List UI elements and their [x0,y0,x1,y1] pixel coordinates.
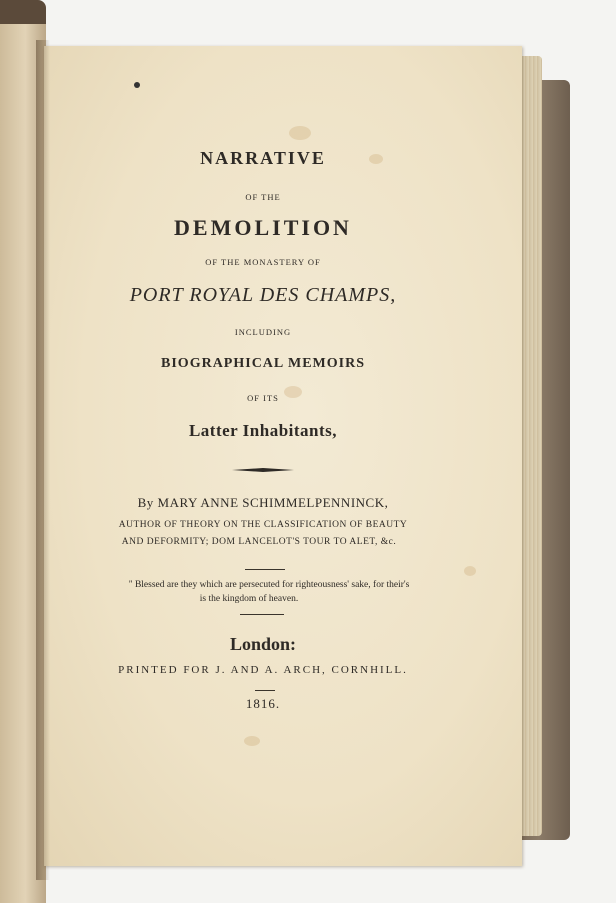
epigraph-line1: " Blessed are they which are persecuted for righteousness' sake, for their's [128,580,410,590]
title-latter-inhabitants: Latter Inhabitants, [188,421,338,440]
title-port-royal: PORT ROYAL DES CHAMPS, [129,284,397,306]
foxing-stain [244,736,260,746]
title-of-its: OF ITS [247,393,279,403]
divider-rule [240,614,284,615]
divider-rule [245,569,285,570]
title-page [44,46,522,866]
imprint-printer: PRINTED FOR J. AND A. ARCH, CORNHILL. [118,664,408,676]
imprint-year: 1816. [245,696,281,711]
foxing-stain [289,126,311,140]
ink-dot [134,82,140,88]
imprint-london: London: [229,634,297,654]
title-narrative: NARRATIVE [200,148,326,168]
title-including: INCLUDING [234,327,292,337]
author-credits-line2: AND DEFORMITY; DOM LANCELOT'S TOUR TO ALET, &c. [121,537,397,547]
author-by-line: By MARY ANNE SCHIMMELPENNINCK, [137,495,389,510]
epigraph-line2: is the kingdom of heaven. [199,594,299,604]
title-biographical: BIOGRAPHICAL MEMOIRS [161,356,365,371]
title-of-the: OF THE [245,192,281,202]
left-cover-edge [0,0,46,24]
ornament-rule [232,468,294,472]
author-credits-line1: AUTHOR OF THEORY ON THE CLASSIFICATION OF BEAUTY [118,520,408,530]
divider-rule [255,690,275,691]
title-demolition: DEMOLITION [174,215,352,240]
title-of-monastery: OF THE MONASTERY OF [205,257,321,267]
foxing-stain [464,566,476,576]
